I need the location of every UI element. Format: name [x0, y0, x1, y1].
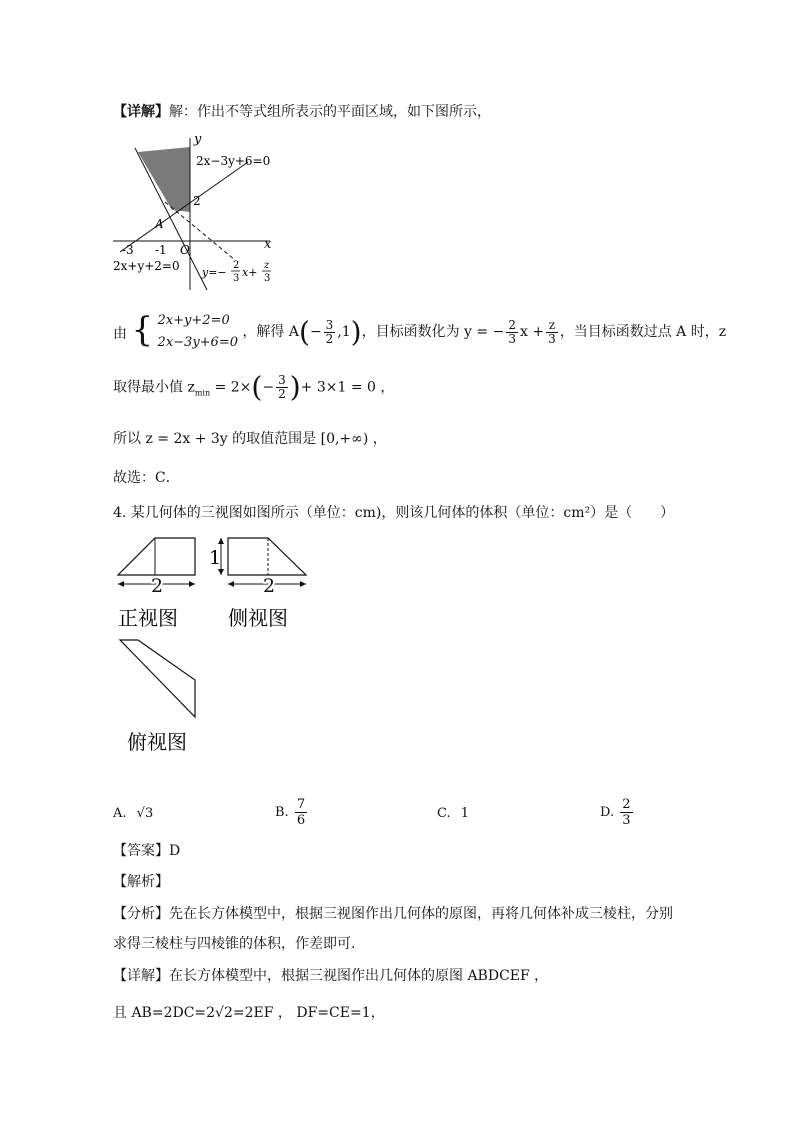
f2-num: z	[546, 319, 558, 333]
option-b-num: 7	[296, 797, 306, 812]
equation-system	[158, 310, 238, 354]
side-view-label: 侧视图	[228, 606, 288, 630]
a-frac-den: 2	[325, 331, 334, 346]
eq1: 2x+y+2=0	[157, 313, 230, 328]
min-line: 取得最小值 $z_{min} = 2\times(-$ $\frac{3}{2}$ )+ 3×1 = 0 ，	[113, 370, 395, 404]
option-b-den: 6	[296, 813, 306, 828]
min-suffix: + 3×1 = 0 ，	[300, 379, 395, 396]
option-c[interactable]	[437, 806, 469, 821]
option-b[interactable]	[275, 797, 309, 828]
origin-label: O	[180, 243, 190, 257]
option-a[interactable]	[113, 806, 153, 821]
choose-line: 故选：C．	[113, 470, 180, 486]
brace: {	[131, 310, 154, 350]
answer-line: 【答案】D	[113, 843, 181, 859]
tick-m3-label: -3	[122, 243, 134, 257]
x-axis-label: x	[264, 237, 272, 252]
option-c-value: 1	[460, 806, 470, 821]
objective-line-dashed	[165, 202, 235, 260]
shaded-region	[138, 147, 190, 212]
min-frac-num: 3	[278, 373, 286, 387]
option-b-label: B.	[275, 805, 289, 820]
range-line: 所以 z = 2x + 3y 的取值范围是 [0,+∞) ，	[113, 431, 387, 447]
detail-line-2: 【详解】在长方体模型中，根据三视图作出几何体的原图 ABDCEF ，	[113, 968, 549, 984]
option-c-label: C.	[437, 806, 451, 821]
option-d-num: 2	[622, 797, 631, 812]
analysis-heading: 【解析】	[113, 874, 169, 890]
top-view-figure	[115, 635, 215, 755]
detail-text: 解：作出不等式组所表示的平面区域，如下图所示，	[169, 104, 491, 120]
detail-line-3: 且 AB=2DC=2√2=2EF ， DF=CE=1，	[113, 1005, 385, 1021]
min-mid: = 2×	[210, 379, 252, 396]
point-a-label: A	[155, 217, 164, 231]
question-4: 4. 某几何体的三视图如图所示（单位：cm)，则该几何体的体积（单位：cm²）是（ ）	[113, 505, 675, 521]
obj-mid: x+	[242, 266, 258, 279]
min-prefix: 取得最小值 z	[113, 379, 195, 396]
min-frac-den: 2	[278, 387, 286, 401]
solve-prefix: 由	[113, 326, 127, 342]
f1-den: 3	[508, 331, 516, 346]
line2-label: 2x+y+2=0	[113, 259, 180, 273]
front-dim: 2	[151, 575, 164, 597]
y-axis-label: y	[194, 132, 202, 147]
min-sub: min	[194, 388, 211, 398]
option-d-label: D.	[600, 805, 615, 820]
tick-2-label: 2	[193, 194, 201, 208]
option-a-value: √3	[136, 806, 154, 821]
option-d-den: 3	[622, 813, 631, 828]
feasible-region-graph	[110, 130, 285, 295]
solve-mid2: ，目标函数化为 y = −	[361, 324, 505, 340]
obj-frac1-num: 2	[233, 260, 240, 271]
front-view-label: 正视图	[118, 606, 178, 630]
option-d[interactable]	[600, 797, 635, 828]
obj-frac2-num: z	[264, 260, 270, 271]
line1-label: 2x−3y+6=0	[196, 154, 271, 168]
solve-line: 由 { 2x+y+2=0 2x−3y+6=0 ，解得 A(− $\frac{3}{2}$ ,1)，目标函数化为 y = − $\frac{2}{3}$ x + $\frac{z}{3}$ ，当目标函数过点 A 时，z	[113, 305, 726, 354]
front-view-figure	[115, 535, 200, 630]
solve-mid1: ，解得 A	[242, 324, 299, 340]
eq2: 2x−3y+6=0	[157, 335, 238, 350]
option-a-label: A.	[113, 806, 127, 821]
solve-mid3: x +	[519, 324, 545, 340]
analysis-line-1: 【分析】先在长方体模型中，根据三视图作出几何体的原图，再将几何体补成三棱柱，分别	[113, 906, 673, 922]
f2-den: 3	[548, 331, 556, 346]
tick-m1-label: -1	[155, 243, 167, 257]
obj-frac1-den: 3	[233, 273, 240, 284]
detail-line-1	[113, 101, 491, 123]
analysis-line-2: 求得三棱柱与四棱锥的体积，作差即可.	[113, 936, 356, 952]
solve-mid4: ，当目标函数过点 A 时，z	[559, 324, 727, 340]
side-dim: 2	[263, 575, 276, 597]
a-frac-num: 3	[325, 317, 334, 332]
a-rest: ,1	[337, 324, 351, 340]
detail-label: 【详解】	[113, 104, 169, 120]
objective-label: y=−	[202, 266, 227, 279]
side-dim-h: 1	[209, 547, 222, 569]
f1-num: 2	[508, 317, 516, 332]
top-view-label: 俯视图	[127, 730, 187, 754]
side-view-figure	[208, 535, 320, 630]
obj-frac2-den: 3	[264, 273, 271, 284]
